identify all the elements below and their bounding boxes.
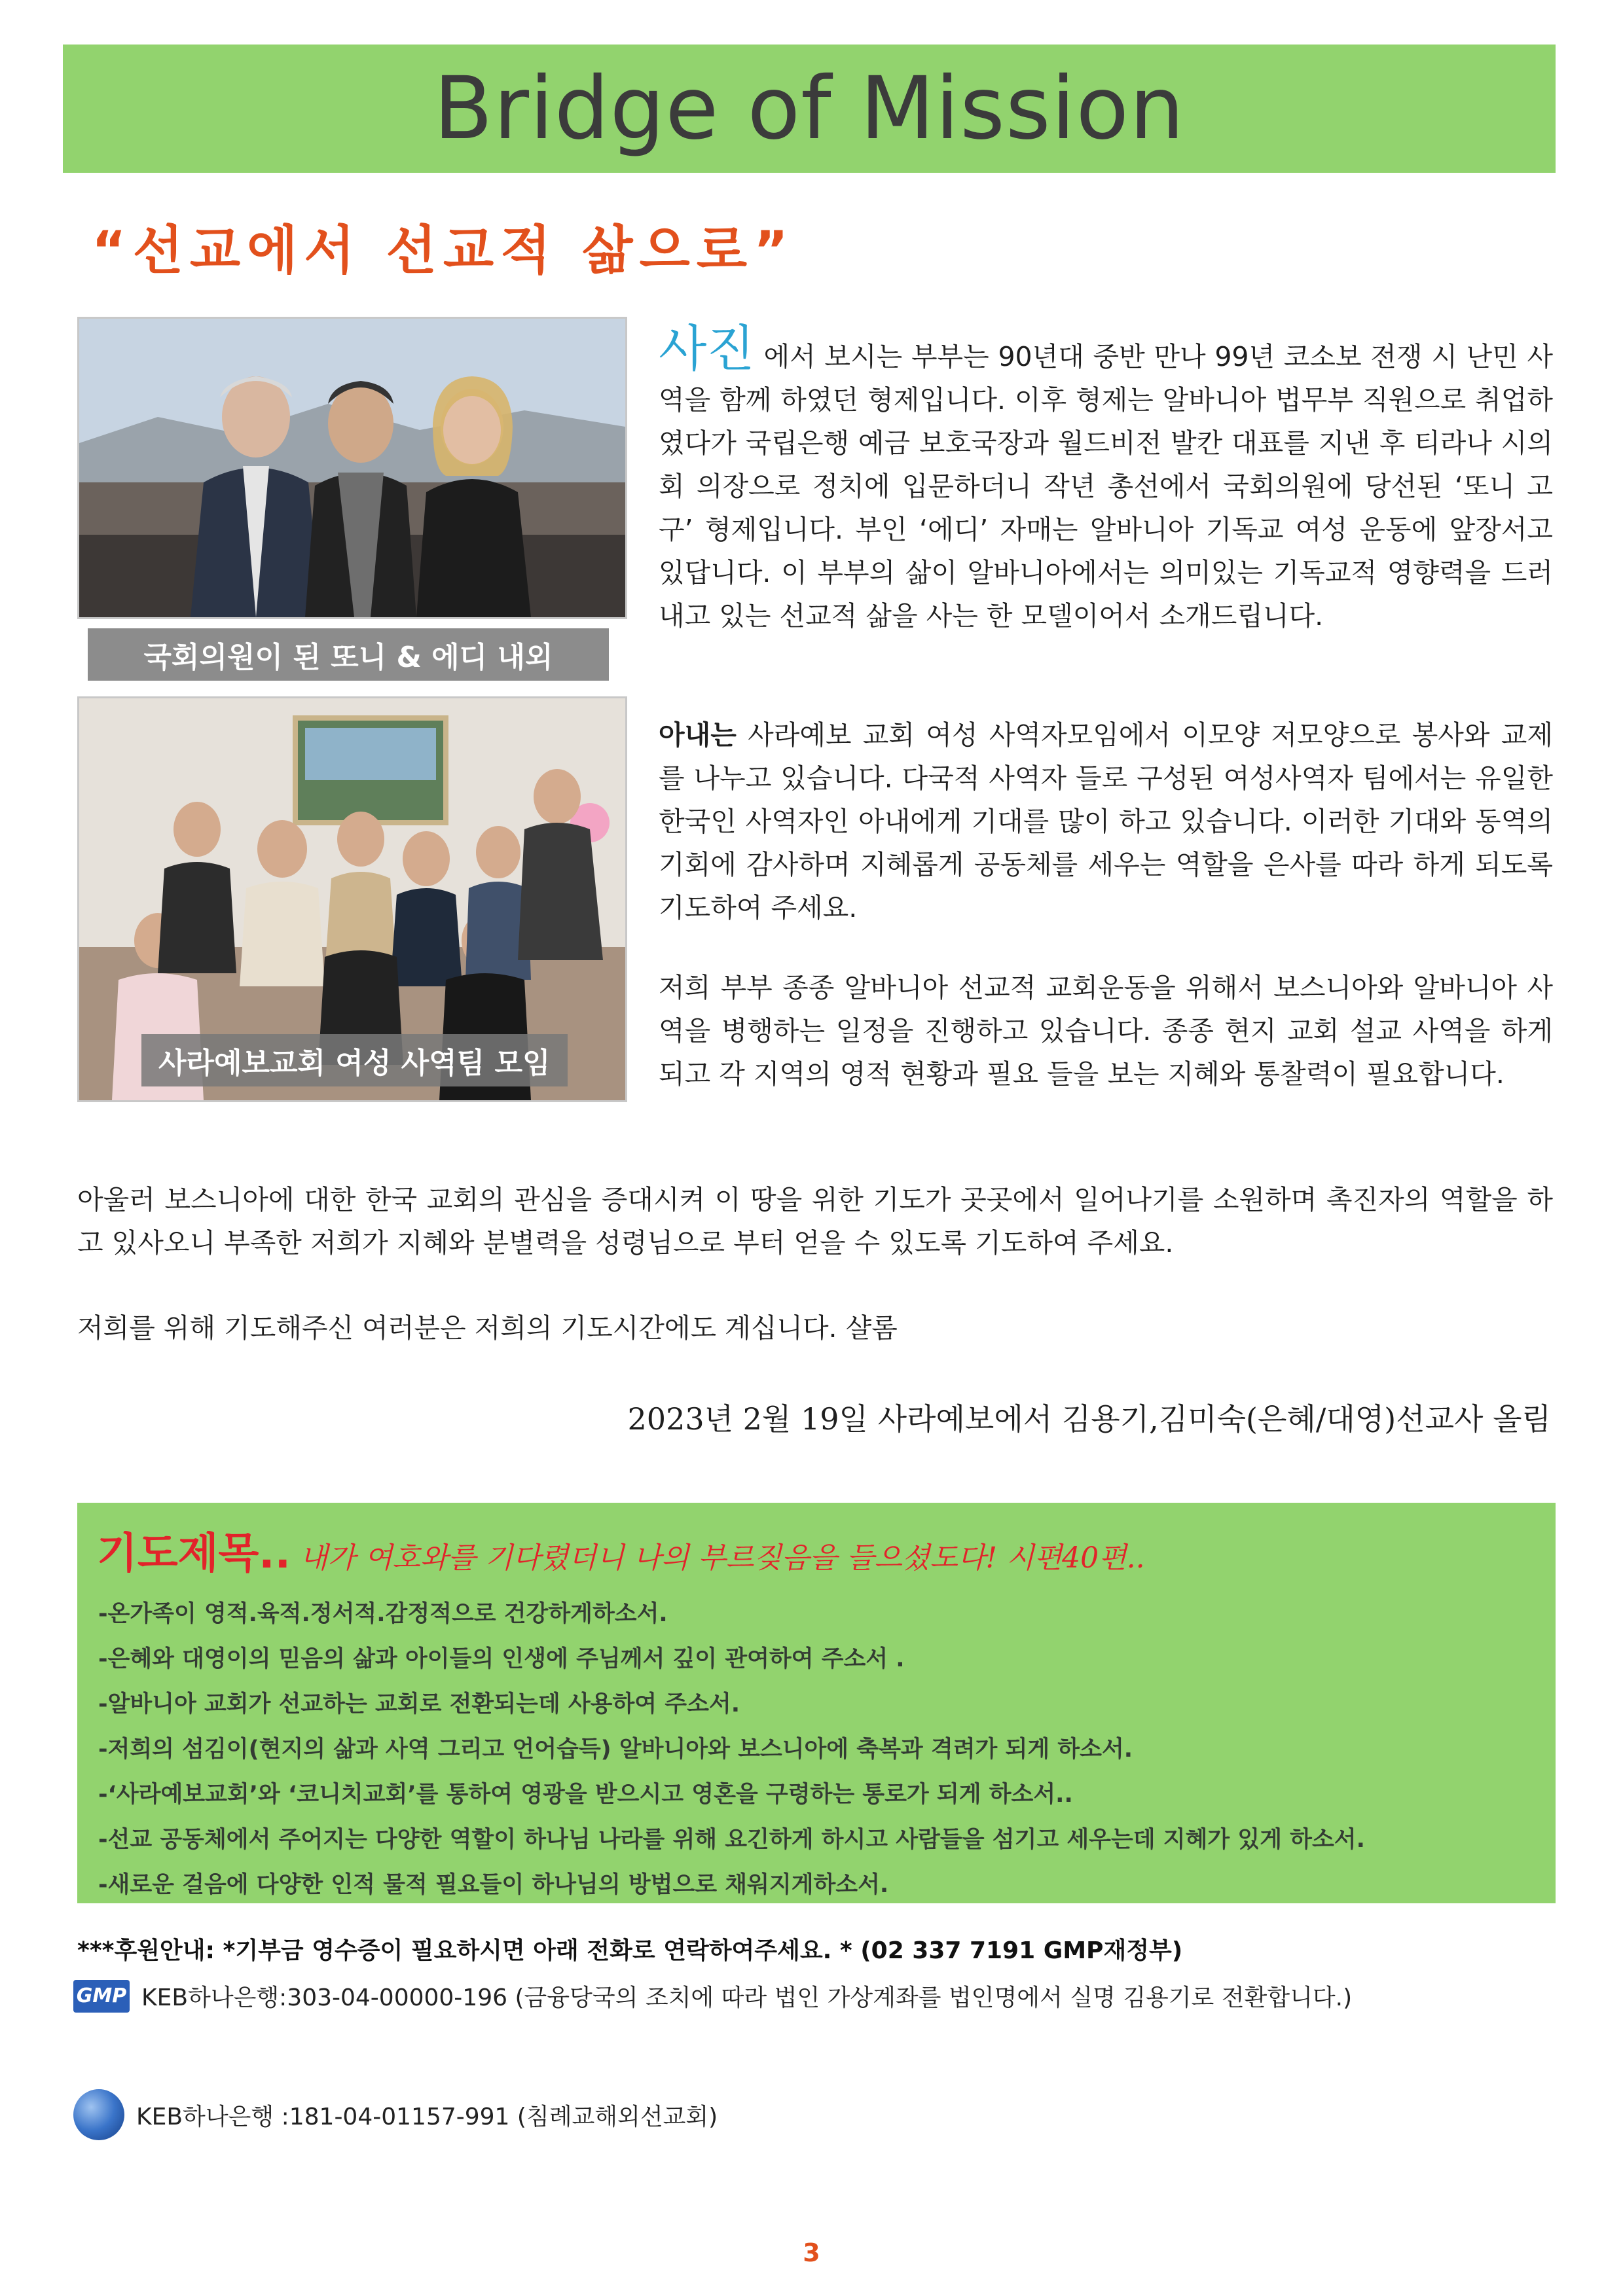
prayer-item: -저희의 섬김이(현지의 삶과 사역 그리고 언어습득) 알바니아와 보스니아에 축복과 격려가 되게 하소서. (98, 1736, 1133, 1763)
ministry-paragraph: 저희 부부 종종 알바니아 선교적 교회운동을 위해서 보스니아와 알바니아 사역을 병행하는 일정을 진행하고 있습니다. 종종 현지 교회 설교 사역을 하게 되고 각 지역의 영적 현황과 필요 들을 보는 지혜와 통찰력이 필요합니다. (659, 972, 1553, 1090)
prayer-title-text: 기도제목.. (97, 1530, 291, 1578)
paragraph-body: 사라예보 교회 여성 사역자모임에서 이모양 저모양으로 봉사와 교제를 나누고 있습니다. 다국적 사역자 들로 구성된 여성사역자 팀에서는 유일한 한국인 사역자인 아내에게 기대를 많이 하고 있습니다. 이러한 기대와 동역의 기회에 감사하며 지혜롭게 공동체를 세우는 역할을 은사를 따라 하게 되도록 기도하여 주세요. (659, 719, 1553, 924)
prayer-title (97, 1520, 1145, 1580)
prayer-item: -은혜와 대영이의 믿음의 삶과 아이들의 인생에 주님께서 깊이 관여하여 주소서 . (98, 1646, 905, 1672)
headline: “선교에서 선교적 삶으로” (92, 220, 795, 281)
prayer-item: -새로운 걸음에 다양한 인적 물적 필요들이 하나님의 방법으로 채워지게하소서. (98, 1872, 889, 1898)
prayer-item: -온가족이 영적.육적.정서적.감정적으로 건강하게하소서. (98, 1601, 668, 1627)
support-title: ***후원안내: *기부금 영수증이 필요하시면 아래 전화로 연락하여주세요. * (02 337 7191 GMP재정부) (77, 1937, 1183, 1964)
intro-paragraph (659, 319, 1553, 637)
prayer-list (98, 1592, 1539, 1908)
account-row (73, 2089, 718, 2140)
bosnia-paragraph: 아울러 보스니아에 대한 한국 교회의 관심을 증대시켜 이 땅을 위한 기도가 곳곳에서 일어나기를 소원하며 촉진자의 역할을 하고 있사오니 부족한 저희가 지혜와 분별력을 성령님으로 부터 얻을 수 있도록 기도하여 주세요. (77, 1184, 1553, 1259)
wife-paragraph (659, 713, 1553, 929)
account-row (73, 1979, 1352, 2013)
prayer-item: -‘사라예보교회’와 ‘코니치교회’를 통하여 영광을 받으시고 영혼을 구령하는 통로가 되게 하소서.. (98, 1782, 1073, 1808)
closing-paragraph: 저희를 위해 기도해주신 여러분은 저희의 기도시간에도 계십니다. 샬롬 (77, 1312, 898, 1344)
paragraph-lead-word: 사진 (659, 319, 755, 378)
globe-logo-icon (73, 2089, 124, 2140)
photo-caption: 국회의원이 된 또니 & 에디 내외 (88, 628, 609, 681)
photo-caption: 사라예보교회 여성 사역팀 모임 (141, 1034, 568, 1086)
couple-photo (77, 317, 627, 619)
gmp-logo-icon: GMP (73, 1980, 130, 2013)
paragraph-body: 에서 보시는 부부는 90년대 중반 만나 99년 코소보 전쟁 시 난민 사역을 함께 하였던 형제입니다. 이후 형제는 알바니아 법무부 직원으로 취업하였다가 국립은행 예금 보호국장과 월드비전 발칸 대표를 지낸 후 티라나 시의회 의장으로 정치에 입문하더니 작년 총선에서 국회의원에 당선된 ‘또니 고구’ 형제입니다. 부인 ‘에디’ 자매는 알바니아 기독교 여성 운동에 앞장서고 있답니다. 이 부부의 삶이 알바니아에서는 의미있는 기독교적 영향력을 드러내고 있는 선교적 삶을 사는 한 모델이어서 소개드립니다. (659, 341, 1553, 632)
signature-line: 2023년 2월 19일 사라예보에서 김용기,김미숙(은혜/대영)선교사 올림 (627, 1401, 1551, 1437)
prayer-item: -선교 공동체에서 주어지는 다양한 역할이 하나님 나라를 위해 요긴하게 하시고 사람들을 섬기고 세우는데 지혜가 있게 하소서. (98, 1827, 1365, 1853)
account-text: KEB하나은행 :181-04-01157-991 (침례교해외선교회) (136, 2103, 718, 2130)
title-banner (63, 45, 1556, 173)
paragraph-lead-word: 아내는 (659, 719, 737, 751)
couple-photo-illustration (79, 319, 625, 617)
account-text: KEB하나은행:303-04-00000-196 (금융당국의 조치에 따라 법인 가상계좌를 법인명에서 실명 김용기로 전환합니다.) (141, 1984, 1353, 2011)
page-number: 3 (803, 2238, 820, 2267)
prayer-item: -알바니아 교회가 선교하는 교회로 전환되는데 사용하여 주소서. (98, 1691, 740, 1717)
banner-title: Bridge of Mission (433, 58, 1185, 159)
prayer-verse: 내가 여호와를 기다렸더니 나의 부르짖음을 들으셨도다! 시편40편.. (290, 1541, 1145, 1575)
